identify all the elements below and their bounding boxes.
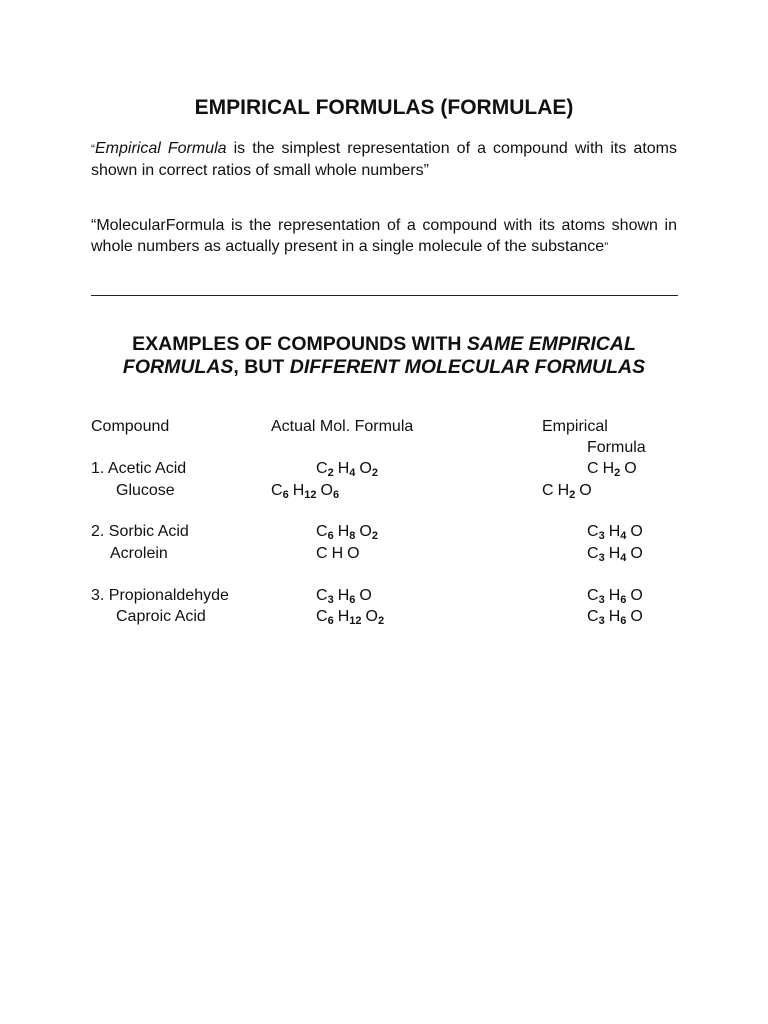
actual-formula (316, 521, 378, 542)
empirical-formula (587, 606, 643, 627)
formula-element: $C_3$ (587, 608, 605, 627)
formula-element: O (579, 482, 592, 499)
formula-subscript: 3 (598, 594, 605, 606)
formula-subscript: 2 (614, 467, 621, 479)
formula-subscript: 3 (598, 552, 605, 564)
formula-element: $H_{12}$ (337, 608, 362, 627)
formula-element: $H_6$ (337, 587, 356, 606)
formula-element: $H_4$ (608, 523, 627, 542)
formula-subscript: 2 (371, 530, 378, 542)
compound-name: Glucose (116, 482, 175, 499)
formula-element: $C_3$ (587, 523, 605, 542)
empirical-formula (587, 585, 643, 606)
molecular-definition-text: “MolecularFormula is the representation of a compound with its atoms shown in whole numbers as actually present in a single molecule of the substance (91, 217, 677, 255)
formula-element: $O_2$ (359, 460, 378, 479)
formula-element: C (316, 545, 328, 562)
formula-subscript: 3 (598, 615, 605, 627)
actual-formula (271, 480, 339, 501)
formula-element: $H_{12}$ (292, 482, 317, 501)
formula-subscript: 2 (371, 467, 378, 479)
compound-name: Acrolein (110, 545, 168, 562)
header-empirical-formula: Empirical (542, 418, 608, 435)
formula-subscript: 4 (620, 552, 627, 564)
close-quote: ” (604, 240, 609, 254)
compound-name: 3. Propionaldehyde (91, 587, 229, 604)
formula-element: $C_6$ (316, 523, 334, 542)
formula-element: $C_3$ (587, 545, 605, 564)
horizontal-divider (91, 295, 678, 296)
compound-name: Caproic Acid (116, 608, 206, 625)
empirical-formula (587, 521, 643, 542)
formula-subscript: 4 (349, 467, 356, 479)
formula-element: $O_6$ (320, 482, 340, 501)
actual-formula (316, 543, 360, 564)
formula-element: O (347, 545, 360, 562)
formula-subscript: 8 (349, 530, 356, 542)
formula-subscript: 4 (620, 530, 627, 542)
empirical-formula-definition (91, 138, 677, 181)
section-heading (100, 333, 668, 379)
formula-element: $H_6$ (608, 608, 627, 627)
page-title: EMPIRICAL FORMULAS (FORMULAE) (194, 96, 574, 119)
formula-subscript: 2 (377, 615, 385, 627)
empirical-formula (542, 480, 592, 501)
heading-part: EXAMPLES OF COMPOUNDS WITH (132, 333, 467, 355)
formula-element: O (630, 523, 643, 540)
formula-subscript: 6 (332, 489, 340, 501)
empirical-formula-term: Empirical Formula (95, 140, 227, 157)
formula-element: $H_2$ (602, 460, 621, 479)
actual-formula (316, 585, 372, 606)
formula-element: O (630, 545, 643, 562)
formula-subscript: 6 (327, 530, 334, 542)
formula-element: $H_8$ (337, 523, 356, 542)
formula-subscript: 3 (327, 594, 334, 606)
heading-emphasis: SAME EMPIRICAL FORMULAS (122, 333, 636, 378)
formula-subscript: 12 (304, 489, 317, 501)
formula-element: $C_6$ (316, 608, 334, 627)
formula-element: $H_2$ (557, 482, 576, 501)
header-empirical-formula-line2: Formula (587, 439, 646, 456)
formula-element: O (624, 460, 637, 477)
formula-element: $O_2$ (365, 608, 385, 627)
formula-subscript: 6 (282, 489, 289, 501)
formula-element: $C_3$ (316, 587, 334, 606)
formula-element: $H_4$ (608, 545, 627, 564)
formula-subscript: 12 (349, 615, 362, 627)
formula-subscript: 2 (569, 489, 576, 501)
formula-subscript: 6 (620, 615, 627, 627)
actual-formula (316, 606, 384, 627)
formula-subscript: 6 (327, 615, 334, 627)
header-actual-formula: Actual Mol. Formula (271, 418, 414, 435)
formula-element: $O_2$ (359, 523, 378, 542)
empirical-definition-text: is the simplest representation of a compound with its atoms shown in correct ratios of small whole numbers” (91, 140, 677, 179)
formula-element: $H_4$ (337, 460, 356, 479)
formula-element: $C_6$ (271, 482, 289, 501)
formula-element: $H_6$ (608, 587, 627, 606)
formula-element: O (630, 608, 643, 625)
formula-element: $C_2$ (316, 460, 334, 479)
empirical-formula (587, 543, 643, 564)
formula-element: C (587, 460, 599, 477)
empirical-formula (587, 458, 637, 479)
actual-formula (316, 458, 378, 479)
formula-subscript: 6 (349, 594, 356, 606)
formula-subscript: 2 (327, 467, 334, 479)
open-quote: “ (91, 142, 95, 156)
formula-element: O (359, 587, 372, 604)
formula-element: H (331, 545, 344, 562)
compound-name: 1. Acetic Acid (91, 460, 187, 477)
molecular-formula-definition (91, 215, 677, 258)
compound-name: 2. Sorbic Acid (91, 523, 189, 540)
formula-subscript: 6 (620, 594, 627, 606)
formula-element: $C_3$ (587, 587, 605, 606)
formula-subscript: 3 (598, 530, 605, 542)
heading-emphasis: DIFFERENT MOLECULAR FORMULAS (289, 356, 646, 378)
formula-element: C (542, 482, 554, 499)
header-compound: Compound (91, 418, 170, 435)
heading-part: , BUT (233, 356, 290, 378)
formula-element: O (630, 587, 643, 604)
